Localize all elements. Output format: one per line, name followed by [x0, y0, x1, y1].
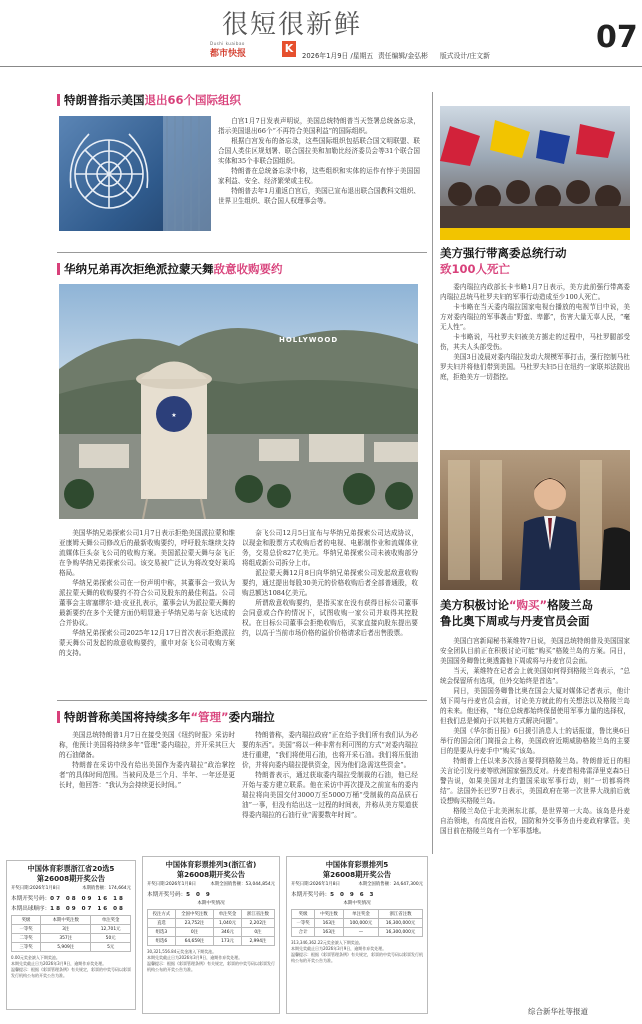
headline-manage-text-post: 委内瑞拉	[228, 710, 275, 724]
divider	[57, 700, 427, 701]
lottery-table	[147, 909, 275, 946]
rubio-photo	[440, 450, 630, 590]
svg-text:★: ★	[171, 412, 177, 419]
paragraph: 格陵兰岛位于北美洲东北部，是世界第一大岛。该岛是丹麦自治领地，有高度自治权，国防和外交事务由丹麦政府掌管。美国目前在格陵兰岛有一个军事基地。	[440, 807, 630, 836]
hollywood-sign: HOLLYWOOD	[279, 336, 339, 344]
lottery-title	[143, 857, 279, 879]
lottery-note: 温馨提示：根据《彩票管理条例》有关规定，彩票的中奖号码以彩票发行机构公布的开奖公告为准。	[291, 952, 423, 963]
lottery-numbers	[143, 889, 279, 899]
table-cell: 奖级	[12, 916, 41, 925]
lottery-meta	[7, 883, 135, 893]
headline-greenland-highlight: “购买”	[509, 598, 548, 612]
table-cell: 单注奖金	[214, 910, 242, 919]
paragraph: 美国3日凌晨对委内瑞拉发动大规模军事打击，强行控制马杜罗夫妇并将他们带到美国。马杜罗夫妇5日在纽约一家联邦法院出庭，拒绝美方一切指控。	[440, 353, 630, 382]
paragraph: 美国总统特朗普1月7日在接受美国《纽约时报》采访时称，他预计美国将持续多年“管理”委内瑞拉，并开采其巨大的石油储备。	[59, 731, 235, 760]
article-manage-body-col1	[59, 730, 235, 790]
section-title: 很短很新鲜	[222, 10, 363, 40]
lottery-notes	[7, 954, 135, 979]
divider	[57, 252, 427, 253]
paragraph: 白宫1月7日发表声明说，美国总统特朗普当天签署总统备忘录，指示美国退出66个“不再符合美国利益”的国际组织。	[218, 117, 420, 136]
table-cell: 2,202注	[241, 919, 274, 928]
headline-accent-bar	[57, 711, 60, 723]
lottery-title-line1: 中国体育彩票排列3(浙江省)	[165, 860, 257, 869]
source-credit: 综合新华社等报道	[528, 1007, 588, 1016]
lottery-numbers	[7, 893, 135, 903]
lottery-notes	[287, 939, 427, 964]
lottery-table-caption: 本期中奖情况	[197, 901, 225, 907]
lottery-title-line2: 第26008期开奖公告	[176, 869, 246, 879]
table-cell: 3注	[41, 925, 91, 934]
table-cell: 浙江省注数	[241, 910, 274, 919]
lottery-note: 0.00元奖金滚入下期奖池。	[11, 955, 60, 961]
lottery-table	[11, 915, 131, 952]
table-cell: 奖级	[292, 910, 315, 919]
table-cell: 0注	[241, 928, 274, 937]
article-un	[0, 88, 438, 246]
headline-accent-bar	[57, 263, 60, 275]
table-cell: 一等奖	[12, 925, 41, 934]
paragraph: 委内瑞拉内政部长卡韦略1月7日表示，美方此前强行带离委内瑞拉总统马杜罗夫妇的军事行动造成至少100人死亡。	[440, 283, 630, 302]
lottery-note: 温馨提示：根据《彩票管理条例》有关规定，彩票的中奖号码以彩票发行机构公布的开奖公告为准。	[11, 967, 131, 978]
table-cell: 投注方式	[148, 910, 176, 919]
lottery-num-value: 5 0 9	[186, 892, 212, 899]
lottery-num-value: 5 0 9 6 3	[330, 892, 376, 899]
lottery-note: 313,346,362.22元奖金滚入下期奖池。	[291, 940, 363, 946]
table-row	[148, 937, 275, 946]
article-venezuela-body	[440, 282, 630, 382]
lottery-title	[7, 861, 135, 883]
lottery-note: 本期兑奖截止日为2026年3月9日，逾期作弃奖处理。	[11, 961, 107, 967]
table-cell: 2,994注	[241, 937, 274, 946]
lottery-sales: 本期全国销售额：24,647,300元	[358, 882, 423, 888]
column-divider	[432, 92, 433, 854]
editor-credit: 责任编辑/金弘彬	[378, 52, 428, 60]
table-cell: 一等奖	[292, 919, 315, 928]
article-warner-body-col1	[59, 528, 235, 658]
lottery-date: 开奖日期:2026年1月8日	[291, 882, 340, 888]
table-cell: 单注奖金	[91, 916, 131, 925]
protest-crowd-icon	[440, 106, 630, 240]
lottery-title-line2: 第26008期开奖公告	[36, 873, 106, 883]
table-row	[12, 943, 131, 952]
table-cell: 二等奖	[12, 934, 41, 943]
lottery-date: 开奖日期:2026年1月8日	[147, 882, 196, 888]
paragraph: 华纳兄弟探索公司2025年12月17日首次表示拒绝派拉蒙天舞公司发起的敌意收购要约，重申对奈飞公司收购方案的支持。	[59, 629, 235, 658]
issue-date: 2026年1月9日 /星期五	[302, 52, 374, 60]
masthead	[0, 0, 642, 72]
headline-venezuela	[440, 246, 567, 277]
paragraph: 特朗普称，委内瑞拉政府“正在给予我们所有我们认为必要的东西”。美国“将以一种非常有利可图的方式”对委内瑞拉进行重建，“我们将使用石油，也将开采石油。我们将压低油价，并将向委内瑞拉提供资金，因为他们急需这些资金”。	[242, 731, 418, 770]
lottery-seq-value: 18 09 07 16 08	[50, 906, 125, 913]
un-emblem-icon	[59, 116, 211, 231]
lottery-note: 30,321,556.84元奖金滚入下期奖池。	[147, 949, 217, 955]
table-cell: 163注	[315, 919, 344, 928]
lottery-title	[287, 857, 427, 879]
table-cell: 合计	[292, 928, 315, 937]
paragraph: 卡韦略在当天委内瑞拉国家电视台播放的电视节目中说，美方对委内瑞拉的军事袭击“野蛮、卑鄙”，伤害大量无辜人民，“毫无人性”。	[440, 303, 630, 332]
table-cell: 64,659注	[175, 937, 213, 946]
headline-warner-text: 华纳兄弟再次拒绝派拉蒙天舞	[64, 262, 214, 276]
paragraph: 根据白宫发布的备忘录，这些国际组织包括联合国文明联盟、联合国人类住区规划署、联合国拉美和加勒比经济委员会等31个联合国实体和35个非联合国组织。	[218, 137, 420, 166]
table-row	[12, 916, 131, 925]
lottery-sequence	[7, 903, 135, 913]
table-row	[12, 925, 131, 934]
table-cell: 组选6	[148, 937, 176, 946]
protest-photo	[440, 106, 630, 240]
headline-venezuela-line2: 致100人死亡	[440, 261, 511, 276]
table-cell: 中奖注数	[315, 910, 344, 919]
table-cell: 单注奖金	[343, 910, 378, 919]
brand-name: 都市快报	[210, 49, 247, 59]
table-cell: —	[343, 928, 378, 937]
table-row	[148, 910, 275, 919]
article-manage-body-col2	[242, 730, 418, 820]
headline-warner-highlight: 敌意收购要约	[213, 262, 283, 276]
table-cell: 浙江省注数	[379, 910, 423, 919]
table-row	[12, 934, 131, 943]
paragraph: 特朗普在总统备忘录中称，这些组织和实体的运作有悖于美国国家利益、安全、经济繁荣或主权。	[218, 167, 420, 186]
table-cell: 本期中奖注数	[41, 916, 91, 925]
table-cell: 50元	[91, 934, 131, 943]
lottery-title-line2: 第26008期开奖公告	[322, 869, 392, 879]
lottery-num-value: 07 08 09 16 18	[50, 896, 125, 903]
paragraph: 派拉蒙天舞12月8日向华纳兄弟探索公司发起敌意收购要约，通过提出每股30美元的价格收购后者全部普通股，收购总额达1084亿美元。	[242, 569, 418, 598]
article-warner	[0, 256, 438, 676]
table-cell: 0注	[175, 928, 213, 937]
lottery-table	[291, 909, 423, 937]
table-cell: 357注	[41, 934, 91, 943]
paragraph: 美国白宫新闻秘书莱维特7日说，美国总统特朗普及美国国家安全团队目前正在积极讨论可能“购买”格陵兰岛的方案。同日，美国国务卿鲁比奥透露他下周或将与丹麦官员会面。	[440, 637, 630, 666]
headline-greenland	[440, 598, 593, 629]
headline-greenland-post: 格陵兰岛	[547, 598, 594, 612]
designer-credit: 版式设计/庄文新	[440, 52, 490, 60]
table-cell: 5元	[91, 943, 131, 952]
table-cell: 163注	[315, 928, 344, 937]
lottery-title-line1: 中国体育彩票排列5	[325, 860, 389, 869]
lottery-meta	[287, 879, 427, 889]
headline-greenland-line1	[440, 598, 593, 614]
paragraph: 特朗普上任以来多次扬言要得到格陵兰岛。特朗普近日的相关言论引发丹麦等欧洲国家强烈反对。丹麦首相弗雷泽里克森5日警告说，如果美国对北约盟国采取军事行动，则“一切都将终结”。法国外长巴罗7日表示，美国政府在第一次世界大战前后就设想购买格陵兰岛。	[440, 757, 630, 806]
table-row	[148, 919, 275, 928]
lottery-box-20x5	[6, 860, 136, 1010]
lottery-sales: 本期销售额：174,664元	[82, 886, 131, 892]
lottery-num-label: 本期开奖号码：	[147, 892, 187, 899]
headline-greenland-line2: 鲁比奥下周或与丹麦官员会面	[440, 613, 590, 628]
table-row	[292, 910, 423, 919]
table-row	[148, 928, 275, 937]
table-cell: 1,040元	[214, 919, 242, 928]
lottery-box-pl3	[142, 856, 280, 1014]
paragraph: 华纳兄弟探索公司在一份声明中称，其董事会一致认为派拉蒙天舞的收购要约不符合公司及股东的最佳利益。公司董事会主席塞缪尔·迪·皮亚扎表示，董事会认为派拉蒙天舞的最新要约在多个关键方面仍明显逊于华纳兄弟与奈飞达成的合并协议。	[59, 579, 235, 628]
studio-scene-icon	[59, 284, 418, 519]
paragraph: 当天，莱维特在记者会上就美国如何得到格陵兰岛表示，“总统会保留所有选项，但外交始终是首选”。	[440, 667, 630, 686]
brand-k-icon: K	[282, 41, 296, 57]
lottery-box-pl5	[286, 856, 428, 1014]
headline-manage-highlight: “管理”	[190, 710, 229, 724]
lottery-date: 开奖日期:2026年1月8日	[11, 886, 60, 892]
table-cell: 173元	[214, 937, 242, 946]
paragraph: 奈飞公司12月5日宣布与华纳兄弟探索公司达成协议，以现金和股票方式收购后者的电视、电影制作业和流媒体业务，交易总价827亿美元。华纳兄弟探索公司未被收购部分将组成新公司拆分上市。	[242, 529, 418, 568]
paragraph: 特朗普表示，通过获取委内瑞拉受制裁的石油，他已经开始与委方建立联系。他在采访中再次提及之前宣布的委内瑞拉将向美国交付3000万至5000万桶“受制裁的高品质石油”一事，但没有给出这一过程的时间表，并称从美方渠道获得委内瑞拉的石油行业“需要数年时间”。	[242, 771, 418, 820]
lottery-num-label: 本期开奖号码：	[291, 892, 331, 899]
studio-water-tower-photo	[59, 284, 418, 519]
rubio-portrait-icon	[440, 450, 630, 590]
article-greenland-body	[440, 636, 630, 836]
table-row	[292, 919, 423, 928]
un-emblem-photo	[59, 116, 211, 231]
paragraph: 特朗普去年1月重返白宫后，美国已宣布退出联合国教科文组织、世界卫生组织、联合国人权理事会等。	[218, 187, 421, 206]
headline-manage	[64, 709, 275, 725]
table-cell: 组选3	[148, 928, 176, 937]
table-cell: 直选	[148, 919, 176, 928]
table-cell: 100,000元	[343, 919, 378, 928]
table-cell: 346元	[214, 928, 242, 937]
lottery-seq-label: 本期出球顺序：	[11, 906, 51, 913]
table-cell: 三等奖	[12, 943, 41, 952]
lottery-table-caption: 本期中奖情况	[343, 901, 371, 907]
paragraph: 所谓敌意收购要约，是指买家在没有获得目标公司董事会同意或合作的情况下，试图收购一家公司并取得其控股权。在目标公司董事会拒绝收购后，买家直接向股东提出要约，以高于当前市场价格的溢价价格请求后者出售股票。	[242, 599, 418, 638]
paragraph: 卡韦略说，马杜罗夫妇被美方掳走的过程中，马杜罗腿部受伤，其夫人头部受伤。	[440, 333, 630, 352]
lottery-note: 温馨提示：根据《彩票管理条例》有关规定，彩票的中奖号码以彩票发行机构公布的开奖公告为准。	[147, 961, 275, 972]
article-greenland	[436, 448, 642, 1008]
page-number: 07	[596, 20, 638, 55]
lottery-sales: 本期全国销售额：53,044,854元	[210, 882, 275, 888]
headline-un-highlight: 退出66个国际组织	[144, 93, 242, 107]
paragraph: 美国《华尔街日报》6日援引消息人士的话报道，鲁比奥6日举行的国会闭门简报会上称，美国政府近期威胁格陵兰岛的主要目的是要从丹麦手中“购买”该岛。	[440, 727, 630, 756]
article-un-body	[218, 116, 420, 206]
table-cell: 全国中奖注数	[175, 910, 213, 919]
headline-un	[64, 92, 241, 108]
table-row	[292, 928, 423, 937]
lottery-title-line1: 中国体育彩票浙江省20选5	[27, 864, 115, 873]
brand-latin: Dushi kuaibao	[210, 41, 245, 46]
headline-un-text: 特朗普指示美国	[64, 93, 145, 107]
lottery-numbers	[287, 889, 427, 899]
table-cell: 5,909注	[41, 943, 91, 952]
table-cell: 12,701元	[91, 925, 131, 934]
table-cell: 16,300,000元	[379, 928, 423, 937]
article-manage-venezuela	[0, 704, 438, 854]
masthead-rule	[0, 66, 642, 67]
lottery-meta	[143, 879, 279, 889]
headline-venezuela-line1: 美方强行带离委总统行动	[440, 246, 567, 260]
article-venezuela	[436, 100, 642, 430]
lottery-note: 本期兑奖截止日为2026年3月9日，逾期作弃奖处理。	[291, 946, 387, 952]
table-cell: 16,300,000元	[379, 919, 423, 928]
headline-greenland-pre: 美方积极讨论	[440, 598, 509, 612]
article-warner-body-col2	[242, 528, 418, 638]
paragraph: 同日，美国国务卿鲁比奥在国会大厦对媒体记者表示，他计划下周与丹麦官员会面，讨论美方就此的有关想法以及格陵兰岛的未来。他还称，“每位总统都始终保留使用军事力量的选择权，但我们总是倾向于以其他方式解决问题”。	[440, 687, 630, 726]
lottery-note: 本期兑奖截止日为2026年3月9日，逾期作弃奖处理。	[147, 955, 243, 961]
headline-warner	[64, 261, 283, 277]
paragraph: 特朗普在采访中没有给出美国作为委内瑞拉“政治掌控者”的具体时间范围。当被问及是三个月、半年、一年还是更长时，他回答：“我认为会持续更长时间。”	[59, 761, 235, 790]
headline-accent-bar	[57, 94, 60, 106]
lottery-notes	[143, 948, 279, 973]
headline-manage-text: 特朗普称美国将持续多年	[64, 710, 191, 724]
table-cell: 23,752注	[175, 919, 213, 928]
lottery-num-label: 本期开奖号码：	[11, 896, 51, 903]
paragraph: 美国华纳兄弟探索公司1月7日表示拒绝美国派拉蒙和维亚康姆天舞公司修改后的最新收购要约，呼吁股东继续支持流媒体巨头奈飞公司的收购方案。美国派拉蒙天舞与奈飞正在争购华纳兄弟探索公司。该交易被广泛认为将改变好莱坞格局。	[59, 529, 235, 578]
